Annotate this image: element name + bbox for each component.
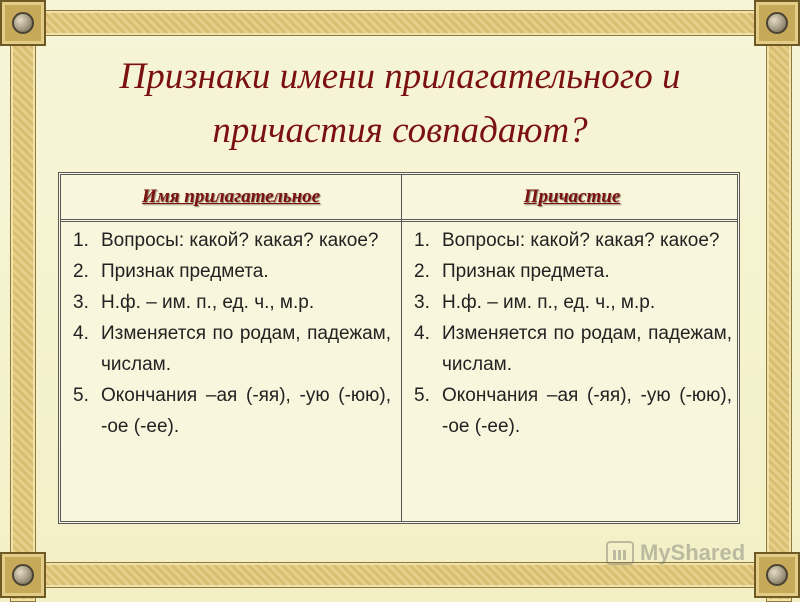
list-number: 1. <box>414 230 430 251</box>
list-text: Изменяется по родам, падежам, числам. <box>442 323 732 375</box>
list-number: 2. <box>414 261 430 282</box>
frame-corner-top-left <box>0 0 46 46</box>
list-item <box>73 225 391 256</box>
rivet-icon <box>766 12 788 34</box>
slide-title: Признаки имени прилагательного и причастия совпадают? <box>119 56 681 151</box>
watermark-text: MyShared <box>640 540 746 565</box>
list-item <box>414 225 732 256</box>
list-text: Вопросы: какой? какая? какое? <box>101 230 379 251</box>
list-item <box>73 256 391 287</box>
comparison-table <box>58 172 740 524</box>
list-number: 4. <box>414 323 430 344</box>
list-text: Н.ф. – им. п., ед. ч., м.р. <box>101 292 315 313</box>
presentation-icon <box>606 541 634 565</box>
header-adjective: Имя прилагательное <box>141 186 321 207</box>
rivet-icon <box>12 12 34 34</box>
list-number: 5. <box>414 385 430 406</box>
list-item <box>414 318 732 380</box>
list-text: Признак предмета. <box>442 261 610 282</box>
list-number: 1. <box>73 230 89 251</box>
list-item <box>73 318 391 380</box>
list-number: 3. <box>73 292 89 313</box>
list-number: 3. <box>414 292 430 313</box>
list-text: Вопросы: какой? какая? какое? <box>442 230 720 251</box>
list-item <box>414 380 732 442</box>
watermark <box>606 536 745 570</box>
list-item <box>73 380 391 442</box>
header-divider <box>61 219 737 222</box>
list-text: Н.ф. – им. п., ед. ч., м.р. <box>442 292 656 313</box>
column-divider <box>401 175 402 521</box>
list-text: Окончания –ая (-яя), -ую (-юю), -ое (-ее). <box>101 385 391 437</box>
list-text: Изменяется по родам, падежам, числам. <box>101 323 391 375</box>
list-item <box>414 256 732 287</box>
list-text: Признак предмета. <box>101 261 269 282</box>
adjective-features-list <box>73 225 391 442</box>
frame-corner-bottom-right <box>754 552 800 598</box>
frame-right-bar <box>766 0 792 602</box>
frame-corner-bottom-left <box>0 552 46 598</box>
frame-top-bar <box>0 10 800 36</box>
list-item <box>414 287 732 318</box>
rivet-icon <box>12 564 34 586</box>
frame-left-bar <box>10 0 36 602</box>
header-participle: Причастие <box>523 186 621 207</box>
list-item <box>73 287 391 318</box>
rivet-icon <box>766 564 788 586</box>
list-number: 2. <box>73 261 89 282</box>
list-number: 5. <box>73 385 89 406</box>
frame-corner-top-right <box>754 0 800 46</box>
list-number: 4. <box>73 323 89 344</box>
participle-features-list <box>414 225 732 442</box>
list-text: Окончания –ая (-яя), -ую (-юю), -ое (-ее). <box>442 385 732 437</box>
